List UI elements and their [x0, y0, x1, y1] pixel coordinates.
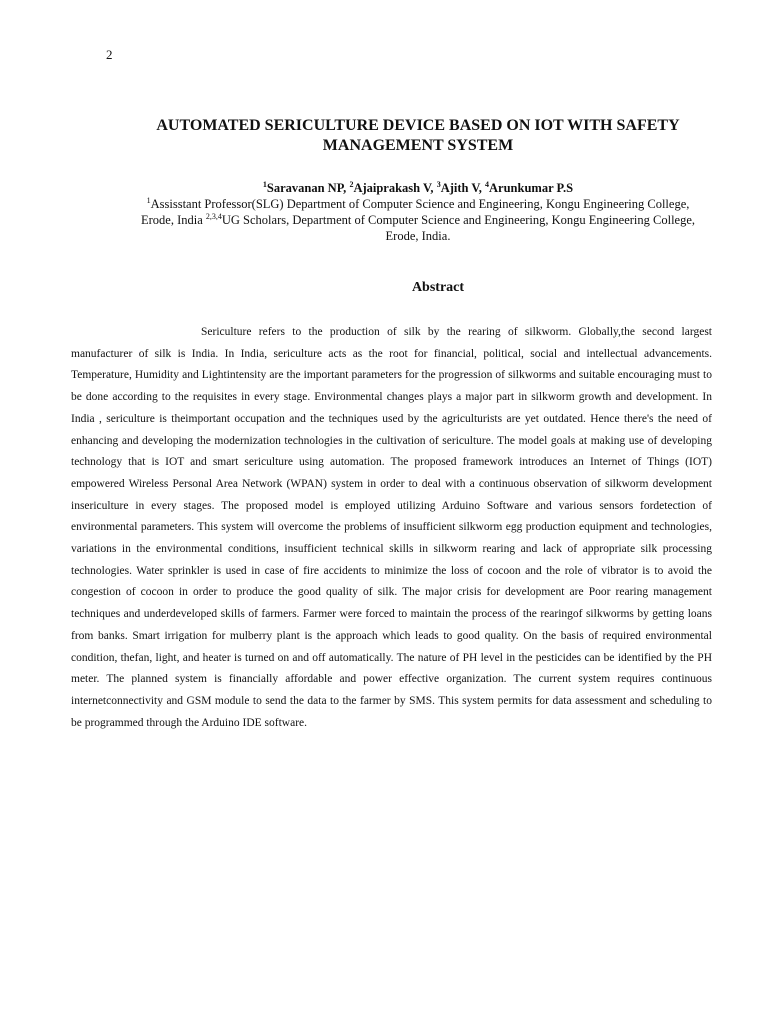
affiliation-part-3: UG Scholars, Department of Computer Science and Engineering, Kongu Engineering College, — [221, 213, 696, 227]
title-line-1: AUTOMATED SERICULTURE DEVICE BASED ON IOT WITH SAFETY — [156, 117, 680, 134]
author-names — [88, 180, 748, 196]
author-3-name: Ajith V, — [440, 181, 486, 195]
page-number: 2 — [106, 47, 113, 62]
affiliation-line-1 — [88, 196, 748, 212]
affiliation-line-3: Erode, India. — [385, 229, 451, 243]
paper-title — [100, 116, 736, 156]
title-line-2: MANAGEMENT SYSTEM — [322, 137, 514, 154]
author-block — [88, 180, 748, 244]
affiliation-sup-1: 1 — [146, 195, 151, 205]
author-1-name: Saravanan NP, — [266, 181, 350, 195]
abstract-text: Sericulture refers to the production of silk by the rearing of silkworm. Globally,the second largest manufacturer of silk is India. In India, sericulture acts as the root for financial, political, social and intellectual advancements. Temperature, Humidity and Lightintensity are the important parameters for the progression of silkworms and suitable encouraging must to be done according to the requisites in every stage. Environmental changes plays a major part in silkworm growth and development. In India , sericulture is theimportant occupation and the techniques used by the agriculturists are yet outdated. Hence there's the need of enhancing and developing the modernization technologies in the cultivation of sericulture. The model goals at making use of developing technology that is IOT and smart sericulture using automation. The proposed framework introduces an Internet of Things (IOT) empowered Wireless Personal Area Network (WPAN) system in order to deal with a continuous observation of silkworm development insericulture in every stages. The proposed model is employed utilizing Arduino Software and various sensors fordetection of environmental parameters. This system will overcome the problems of insufficient silkworm egg production equipment and technologies, variations in the environmental conditions, insufficient technical skills in silkworm rearing and lack of appropriate silk processing technologies. Water sprinkler is used in case of fire accidents to minimize the loss of cocoon and the role of vibrator is to avoid the congestion of cocoon in order to produce the good quality of silk. The major crisis for development are Poor rearing management techniques and underdeveloped skills of farmers. Farmer were forced to maintain the process of the rearingof silkworms by getting loans from banks. Smart irrigation for mulberry plant is the approach which leads to good quality. On the basis of required environmental condition, thefan, light, and heater is turned on and off automatically. The nature of PH level in the pesticides can be identified by the PH meter. The planned system is financially affordable and power effective organization. The current system requires continuous internetconnectivity and GSM module to send the data to the farmer by SMS. This system permits for data assessment and scheduling to be programmed through the Arduino IDE software. — [71, 326, 712, 729]
abstract-heading: Abstract — [411, 280, 465, 295]
affiliation-sup-2: 2,3,4 — [205, 211, 222, 221]
author-4-sup: 4 — [485, 179, 490, 189]
affiliation-part-1: Assisstant Professor(SLG) Department of Computer Science and Engineering, Kongu Engineering College, — [150, 197, 690, 211]
author-4-name: Arunkumar P.S — [489, 181, 574, 195]
abstract-body — [71, 322, 712, 734]
author-1-sup: 1 — [262, 179, 267, 189]
author-2-name: Ajaiprakash V, — [353, 181, 437, 195]
author-3-sup: 3 — [436, 179, 441, 189]
affiliation-part-2: Erode, India — [140, 213, 206, 227]
affiliation-line-2 — [88, 212, 748, 228]
author-2-sup: 2 — [349, 179, 354, 189]
